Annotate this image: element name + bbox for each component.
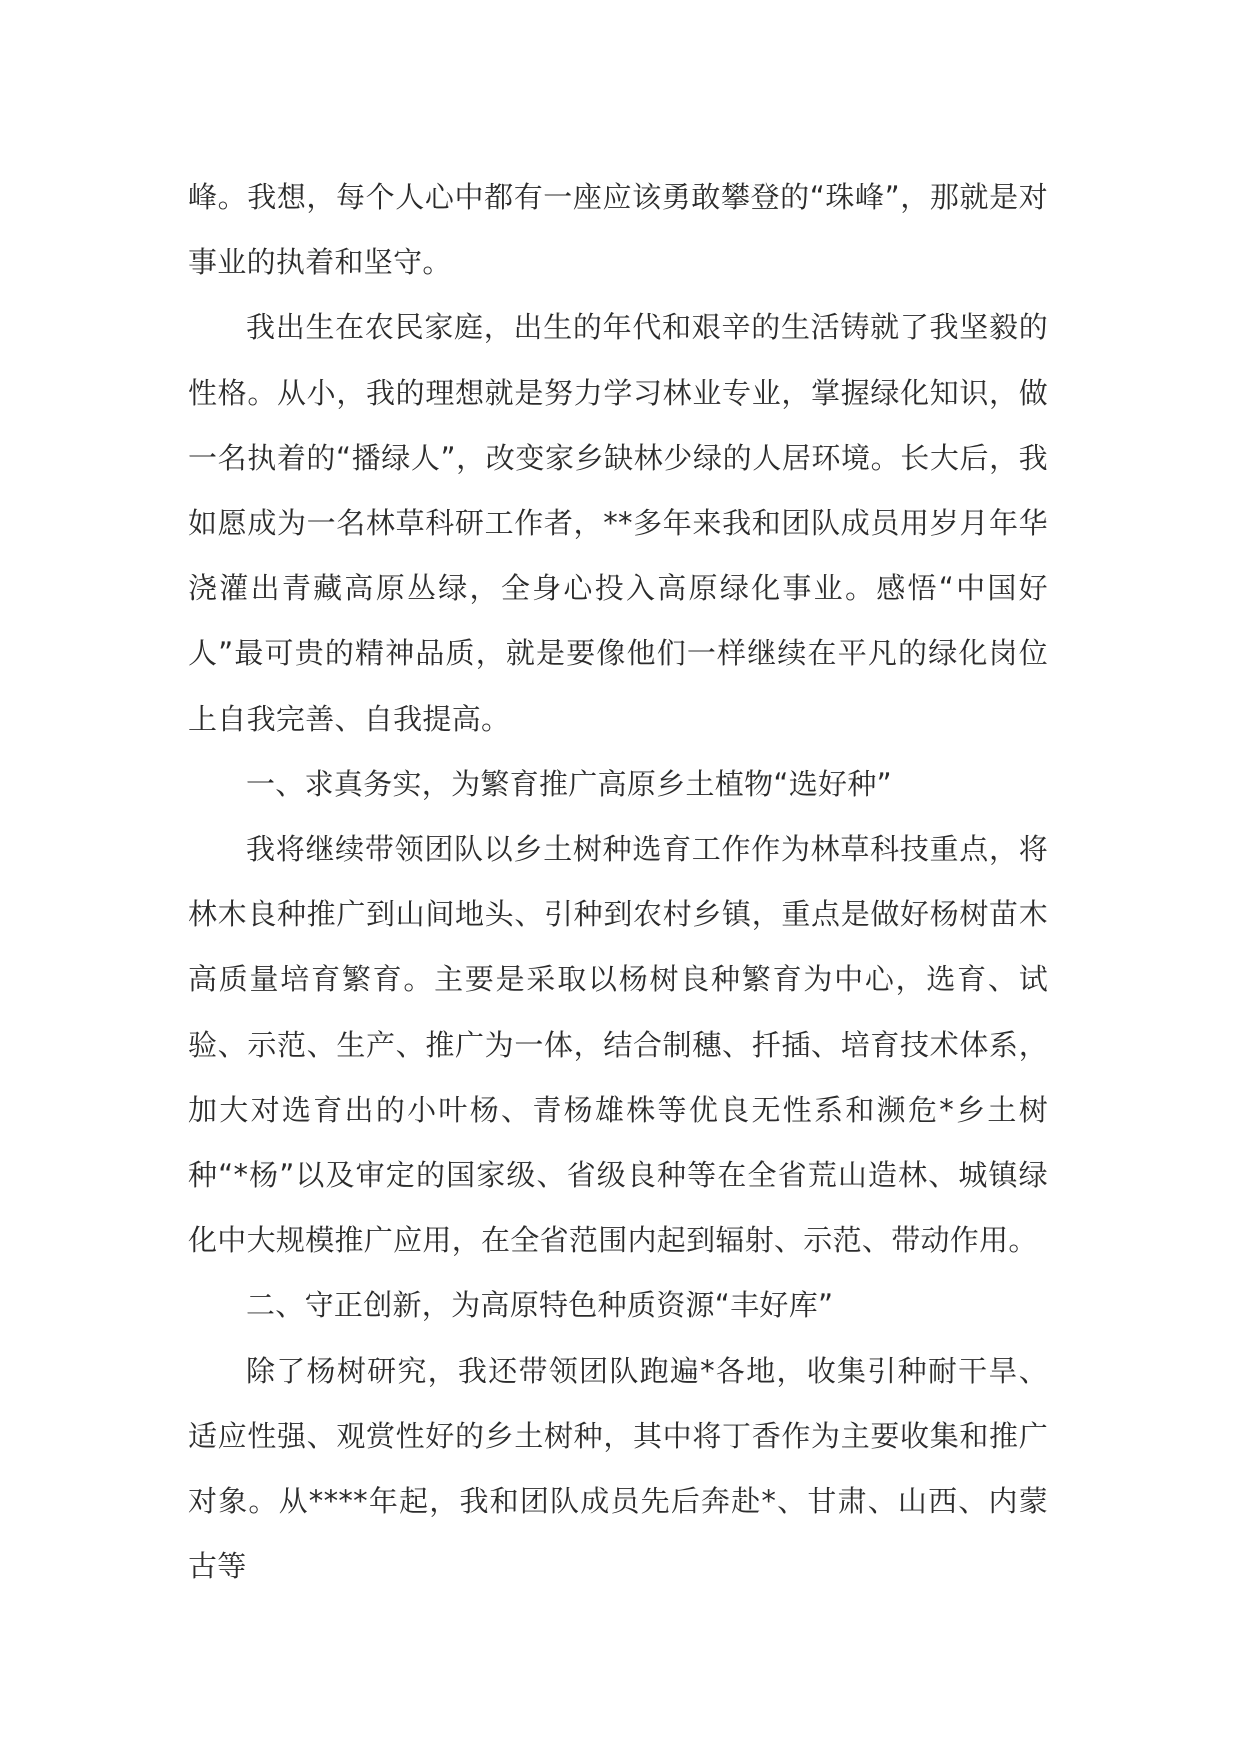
document-body — [188, 165, 1048, 1599]
paragraph-continuation: 峰。我想，每个人心中都有一座应该勇敢攀登的“珠峰”，那就是对事业的执着和坚守。 — [188, 180, 1048, 280]
paragraph-section-one: 我将继续带领团队以乡土树种选育工作作为林草科技重点，将林木良种推广到山间地头、引种到农村乡镇，重点是做好杨树苗木高质量培育繁育。主要是采取以杨树良种繁育为中心，选育、试验、示范、生产、推广为一体，结合制穗、扦插、培育技术体系，加大对选育出的小叶杨、青杨雄株等优良无性系和濒危*乡土树种“*杨”以及审定的国家级、省级良种等在全省荒山造林、城镇绿化中大规模推广应用，在全省范围内起到辐射、示范、带动作用。 — [188, 832, 1048, 1258]
paragraph-section-two: 除了杨树研究，我还带领团队跑遍*各地，收集引种耐干旱、适应性强、观赏性好的乡土树种，其中将丁香作为主要收集和推广对象。从****年起，我和团队成员先后奔赴*、甘肃、山西、内蒙古等 — [188, 1353, 1048, 1584]
section-heading-two: 二、守正创新，为高原特色种质资源“丰好库” — [246, 1288, 834, 1323]
paragraph-background: 我出生在农民家庭，出生的年代和艰辛的生活铸就了我坚毅的性格。从小，我的理想就是努力学习林业专业，掌握绿化知识，做一名执着的“播绿人”，改变家乡缺林少绿的人居环境。长大后，我如愿成为一名林草科研工作者，**多年来我和团队成员用岁月年华浇灌出青藏高原丛绿，全身心投入高原绿化事业。感悟“中国好人”最可贵的精神品质，就是要像他们一样继续在平凡的绿化岗位上自我完善、自我提高。 — [188, 310, 1048, 736]
section-heading-one: 一、求真务实，为繁育推广高原乡土植物“选好种” — [246, 766, 892, 801]
